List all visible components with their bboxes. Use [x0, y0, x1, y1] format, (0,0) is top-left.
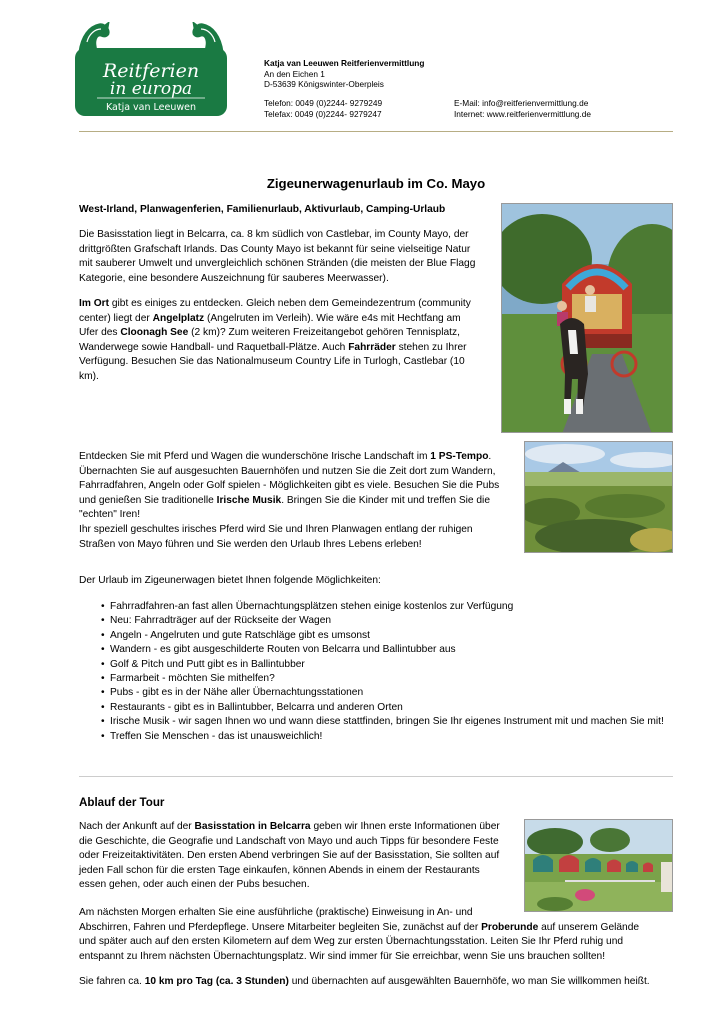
section-divider: [79, 776, 673, 777]
list-item: • Angeln - Angelruten und gute Ratschläge gibt es umsonst: [101, 629, 671, 643]
text-line: Die Basisstation liegt in Belcarra, ca. 8 km südlich von Castlebar, im County Mayo, der: [79, 229, 469, 240]
tour-paragraph-1: [79, 820, 500, 893]
contact-phone-block: [264, 98, 382, 119]
company-city: D-53639 Königswinter-Oberpleis: [264, 79, 384, 89]
text-line: und genießen Sie traditionelle Irische Musik. Bringen Sie die Kinder mit und treffen Sie die: [79, 494, 490, 506]
options-intro: Der Urlaub im Zigeunerwagen bietet Ihnen folgende Möglichkeiten:: [79, 575, 381, 586]
email-address[interactable]: E-Mail: info@reitferienvermittlung.de: [454, 98, 589, 108]
page-title: Zigeunerwagenurlaub im Co. Mayo: [266, 176, 486, 191]
text-line: km).: [79, 370, 99, 382]
text-line: drittgrößten Grafschaft Irlands. Das County Mayo ist bekannt für seine vielseitige Natur: [79, 243, 471, 255]
text-line: Kategorie, eine besondere Auszeichnung für sauberes Meerwasser).: [79, 272, 389, 284]
list-item: • Restaurants - gibt es in Ballintubber, Belcarra und anderen Orten: [101, 701, 671, 715]
phone-number: Telefon: 0049 (0)2244- 9279249: [264, 98, 383, 108]
text-line: mit sauberer Umwelt und unvergleichlich schönen Stränden (die meisten der Blue Flagg: [79, 258, 476, 270]
header-divider: [79, 131, 673, 132]
text-line: Sie fahren ca. 10 km pro Tag (ca. 3 Stunden) und übernachten auf ausgewählten Bauernhöfe, wo man Sie willkommen heißt.: [79, 976, 650, 987]
text-line: Entdecken Sie mit Pferd und Wagen die wunderschöne Irische Landschaft im 1 PS-Tempo.: [79, 451, 492, 462]
list-item: • Pubs - gibt es in der Nähe aller Übernachtungsstationen: [101, 686, 671, 700]
tour-paragraph-3: [79, 975, 650, 990]
list-item: • Neu: Fahrradträger auf der Rückseite der Wagen: [101, 614, 671, 628]
caravan-horse-photo: [501, 203, 673, 433]
text-line: Abschirren, Fahren und Pferdepflege. Unsere Mitarbeiter begleiten Sie, zunächst auf der Proberunde auf unserem Gelände: [79, 921, 640, 933]
text-line: Im Ort gibt es einiges zu entdecken. Gleich neben dem Gemeindezentrum (community: [79, 298, 471, 309]
text-line: die Geschichte, die Geografie und Landschaft von Mayo und auch Tipps für besondere Feste: [79, 835, 499, 847]
logo-line-3: Katja van Leeuwen: [105, 102, 197, 113]
list-item: • Irische Musik - wir sagen Ihnen wo und wann diese stattfinden, bringen Sie Ihr eigenes Instrument mit und machen Sie mit!: [101, 715, 671, 729]
page-subtitle: West-Irland, Planwagenferien, Familienurlaub, Aktivurlaub, Camping-Urlaub: [79, 204, 446, 215]
options-list: [101, 600, 671, 744]
intro-paragraph-2: [79, 297, 471, 385]
landscape-photo: [524, 441, 673, 553]
logo-line-2: in europa: [109, 79, 193, 99]
text-line: oder Freizeitaktivitäten. Den ersten Abend verbringen Sie auf der Basisstation, Sie sollten auf: [79, 850, 500, 862]
website-address[interactable]: Internet: www.reitferienvermittlung.de: [454, 108, 591, 119]
company-address: [264, 58, 424, 90]
reitferien-logo-image: [75, 22, 227, 118]
text-line: Übernachten Sie auf ausgesuchten Bauernhöfen und nutzen Sie die Zeit dort zum Wandern,: [79, 465, 496, 477]
company-street: An den Eichen 1: [264, 68, 325, 79]
text-line: center) liegt der Angelplatz (Angelruten im Verleih). Wie wäre e4s mit Hechtfang am: [79, 312, 461, 324]
contact-online-block: [454, 98, 591, 119]
text-line: Ufer des Cloonagh See (2 km)? Zum weiteren Freizeitangebot gehören Tennisplatz,: [79, 327, 460, 339]
text-line: entspannt zu Ihrem nächsten Übernachtungsplatz. Wir sind immer für Sie erreichbar, wenn Sie uns brauchen sollten!: [79, 950, 606, 962]
list-item: • Wandern - es gibt ausgeschilderte Routen von Belcarra und Ballintubber aus: [101, 643, 671, 657]
text-line: und später auch auf den ersten Kilometern auf dem Weg zur ersten Übernachtungsstation. Leiten Sie Ihr Pferd ruhig und: [79, 936, 624, 948]
list-item: • Fahrradfahren-an fast allen Übernachtungsplätzen stehen einige kostenlos zur Verfügung: [101, 600, 671, 614]
text-line: essen gehen, oder auch einen der Pubs besuchen.: [79, 879, 310, 891]
list-item: • Farmarbeit - möchten Sie mithelfen?: [101, 672, 671, 686]
intro-paragraph-1: [79, 228, 475, 286]
logo-line-1: Reitferien: [102, 60, 200, 82]
text-line: Straßen von Mayo führen und Sie werden den Urlaub Ihres Lebens erleben!: [79, 538, 422, 550]
list-item: • Golf & Pitch und Putt gibt es in Ballintubber: [101, 658, 671, 672]
logo: [75, 22, 227, 118]
text-line: Wanderwege sowie Handball- und Raquetball-Plätze. Auch Fahrräder stehen zu Ihrer: [79, 341, 467, 353]
text-line: Nach der Ankunft auf der Basisstation in Belcarra geben wir Ihnen erste Informationen über: [79, 821, 500, 832]
text-line: Verfügung. Besuchen Sie das Nationalmuseum Country Life in Turlogh, Castlebar (10: [79, 356, 465, 368]
text-line: Am nächsten Morgen erhalten Sie eine ausführliche (praktische) Einweisung in An- und: [79, 907, 473, 918]
caravans-row-photo: [524, 819, 673, 912]
text-line: Fahrradfahren, Angeln oder Golf spielen - Möglichkeiten gibt es viele. Besuchen Sie die Pubs: [79, 480, 500, 492]
company-name: Katja van Leeuwen Reitferienvermittlung: [264, 58, 425, 68]
list-item: • Treffen Sie Menschen - das ist unausweichlich!: [101, 730, 671, 744]
explore-paragraph: [79, 450, 499, 552]
tour-paragraph-2: [79, 906, 639, 964]
text-line: jeden Fall schon für die ersten Tage einkaufen, können Abends in einem der Restaurants: [79, 864, 480, 876]
text-line: Ihr speziell geschultes irisches Pferd wird Sie und Ihren Planwagen entlang der ruhigen: [79, 523, 473, 535]
text-line: "echten" Iren!: [79, 509, 141, 521]
tour-heading: Ablauf der Tour: [79, 796, 165, 809]
fax-number: Telefax: 0049 (0)2244- 9279247: [264, 108, 382, 119]
